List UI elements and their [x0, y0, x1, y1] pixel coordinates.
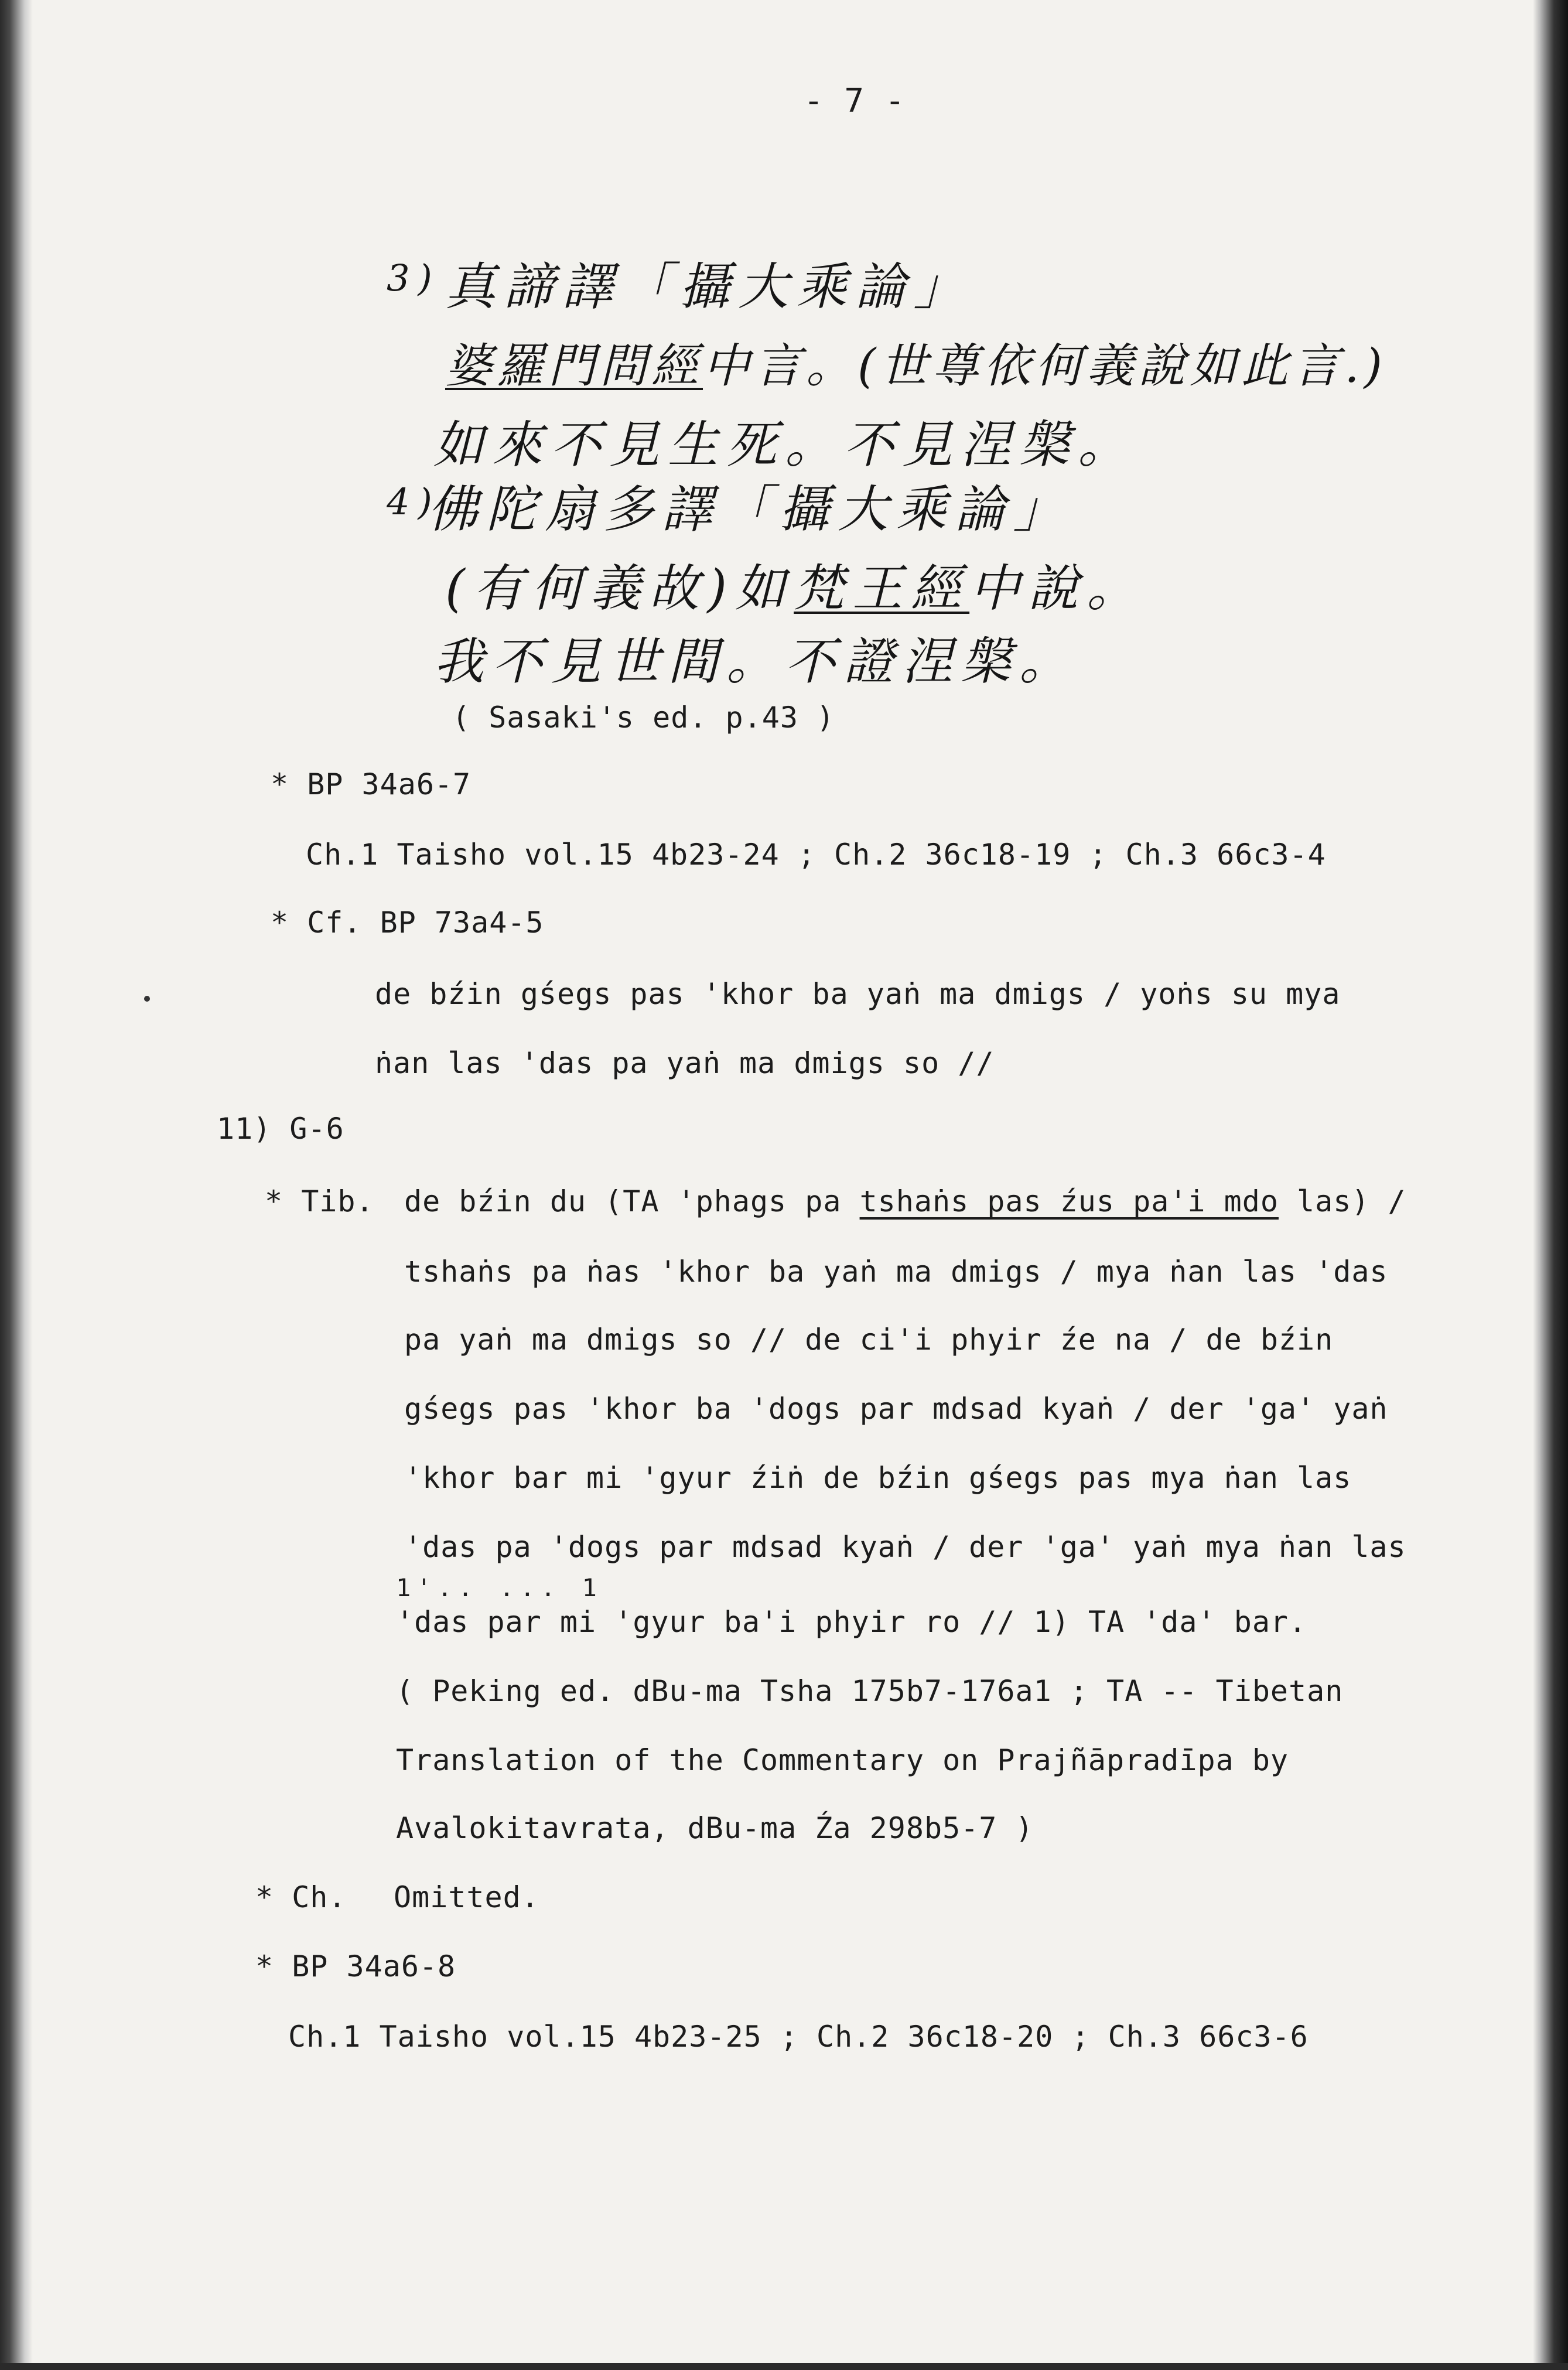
item3-number: 3) [387, 257, 440, 299]
item4-line2 [445, 548, 1145, 620]
cf-line-1: de bźin gśegs pas 'khor ba yaṅ ma dmigs / yoṅs su mya [375, 977, 1341, 1011]
cf-line-2: ṅan las 'das pa yaṅ ma dmigs so // [375, 1046, 995, 1080]
tib-line-5: 'khor bar mi 'gyur źiṅ de bźin gśegs pas mya ṅan las [404, 1461, 1352, 1495]
chinese-ref-1: Ch.1 Taisho vol.15 4b23-24 ; Ch.2 36c18-19 ; Ch.3 66c3-4 [306, 838, 1326, 872]
page-edge-right [1533, 0, 1568, 2370]
bp-reference-1: * BP 34a6-7 [271, 767, 472, 801]
bp-reference-2: * BP 34a6-8 [255, 1949, 456, 1983]
item4-line2-a: (有何義故)如 [445, 559, 794, 618]
item4-line1: 佛陀扇多譯「攝大乘論」 [428, 480, 1072, 539]
sutra-title-underlined: 婆羅門問經 [445, 339, 703, 393]
item3-line2 [445, 328, 1387, 395]
tib-line-7-marks: 1'.. ... 1 [396, 1573, 603, 1602]
item4-line2-b: 中說。 [969, 559, 1146, 618]
page-edge-left [0, 0, 33, 2370]
sutra-title-underlined-2: 梵王經 [794, 559, 970, 618]
page-number: - 7 - [804, 82, 906, 120]
tib-line-11: Avalokitavrata, dBu-ma Źa 298b5-7 ) [396, 1811, 1034, 1845]
tib-label: * Tib. [265, 1184, 374, 1218]
tib-line-1-a: de bźin du (TA 'phags pa [404, 1184, 860, 1218]
cf-reference: * Cf. BP 73a4-5 [271, 906, 544, 940]
tib-line-10: Translation of the Commentary on Prajñāpradīpa by [396, 1743, 1289, 1777]
page-edge-bottom [0, 2363, 1568, 2370]
tib-line-9: ( Peking ed. dBu-ma Tsha 175b7-176a1 ; TA -- Tibetan [396, 1674, 1344, 1708]
item3-line3: 如來不見生死。不見涅槃。 [433, 416, 1136, 474]
ch-omitted: Omitted. [394, 1880, 539, 1914]
item4-number: 4) [387, 480, 440, 523]
tib-line-1 [404, 1184, 1406, 1218]
tib-line-1-b: las) / [1278, 1184, 1406, 1218]
item-11-heading: 11) G-6 [217, 1112, 344, 1146]
tib-line-6: 'das pa 'dogs par mdsad kyaṅ / der 'ga' yaṅ mya ṅan las [404, 1530, 1406, 1564]
item3-line2-rest: 中言。(世尊依何義說如此言.) [703, 339, 1387, 393]
tib-line-4: gśegs pas 'khor ba 'dogs par mdsad kyaṅ / der 'ga' yaṅ [404, 1392, 1388, 1426]
tib-sutra-title: tshaṅs pas źus pa'i mdo [859, 1184, 1279, 1218]
tib-line-8: 'das par mi 'gyur ba'i phyir ro // 1) TA 'da' bar. [396, 1605, 1307, 1639]
stray-dot [144, 996, 150, 1002]
sasaki-reference: ( Sasaki's ed. p.43 ) [452, 701, 835, 735]
tib-line-2: tshaṅs pa ṅas 'khor ba yaṅ ma dmigs / mya ṅan las 'das [404, 1255, 1388, 1289]
item4-line3: 我不見世間。不證涅槃。 [433, 633, 1078, 691]
item3-line1: 真諦譯「攝大乘論」 [445, 258, 972, 316]
ch-label: * Ch. [255, 1880, 347, 1914]
tib-line-3: pa yaṅ ma dmigs so // de ci'i phyir źe na / de bźin [404, 1323, 1334, 1357]
chinese-ref-2: Ch.1 Taisho vol.15 4b23-25 ; Ch.2 36c18-20 ; Ch.3 66c3-6 [288, 2020, 1309, 2054]
